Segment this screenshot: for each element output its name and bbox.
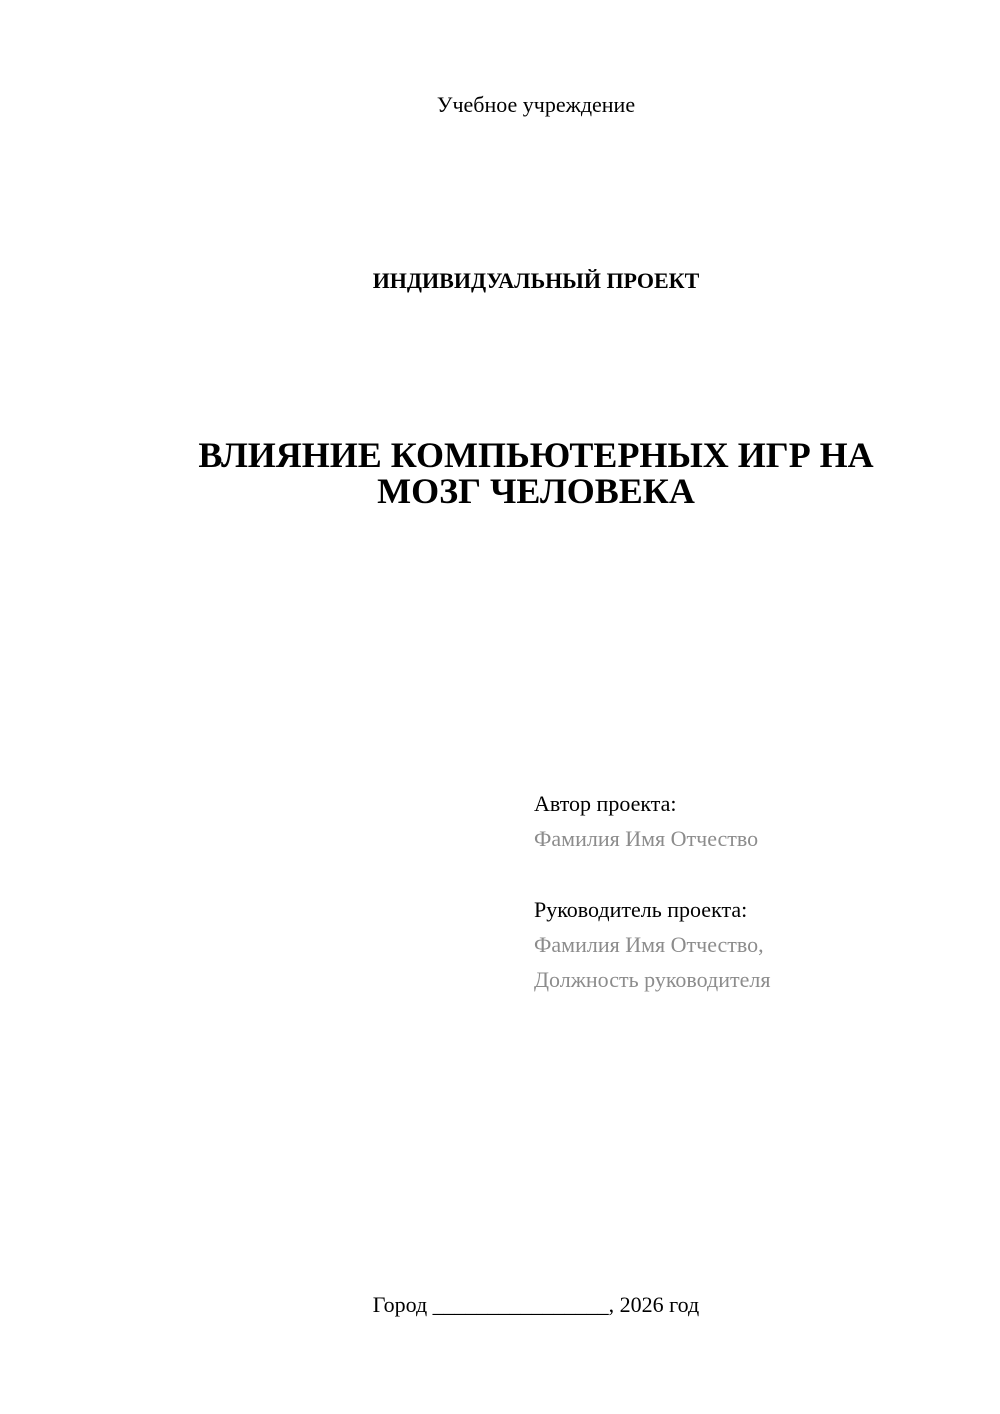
- author-label: Автор проекта:: [534, 791, 677, 816]
- info-spacer: [534, 856, 974, 892]
- supervisor-label: Руководитель проекта:: [534, 897, 748, 922]
- city-label: Город: [372, 1292, 428, 1317]
- city-blank: ________________: [432, 1292, 609, 1317]
- author-name-placeholder: Фамилия Имя Отчество: [534, 826, 759, 851]
- institution-name: Учебное учреждение: [436, 92, 636, 117]
- project-info-block: [534, 786, 974, 997]
- city-year-line: [0, 1290, 1000, 1320]
- supervisor-position-placeholder: Должность руководителя: [534, 967, 771, 992]
- project-title-line-2: МОЗГ ЧЕЛОВЕКА: [377, 471, 695, 511]
- project-title-line-1: ВЛИЯНИЕ КОМПЬЮТЕРНЫХ ИГР НА: [198, 435, 874, 475]
- project-type-heading: ИНДИВИДУАЛЬНЫЙ ПРОЕКТ: [372, 268, 700, 293]
- supervisor-name-placeholder: Фамилия Имя Отчество,: [534, 932, 764, 957]
- year-text: , 2026 год: [608, 1292, 700, 1317]
- project-title: [60, 437, 1000, 509]
